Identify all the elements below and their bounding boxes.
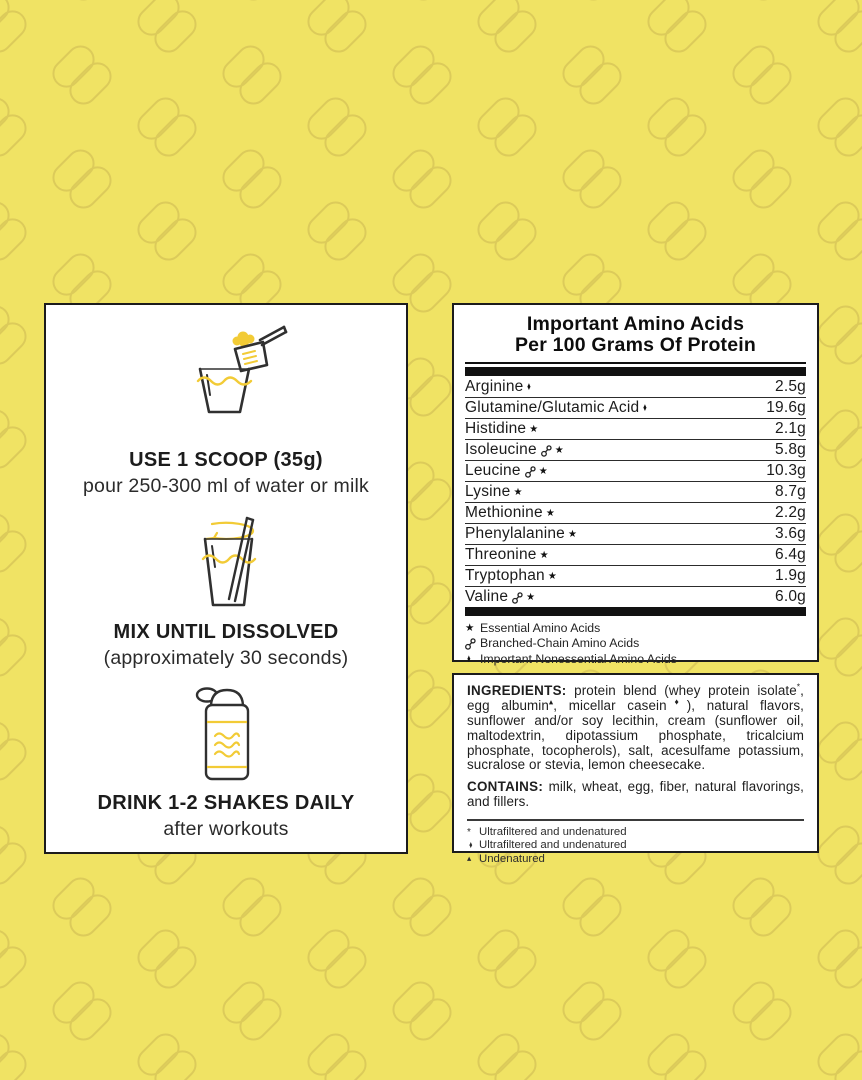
- nonessential-diamond-icon: ♦: [467, 652, 471, 665]
- amino-row: [465, 440, 806, 461]
- amino-name: [465, 462, 548, 480]
- amino-name: [465, 525, 577, 543]
- amino-name: [465, 399, 648, 417]
- amino-table-title: [465, 314, 806, 357]
- amino-name-text: Threonine: [465, 545, 537, 563]
- amino-name: [465, 483, 523, 501]
- amino-name-text: Histidine: [465, 419, 527, 437]
- amino-row: [465, 482, 806, 503]
- essential-star-icon: ★: [567, 529, 578, 541]
- amino-row: [465, 398, 806, 419]
- step-1-subtitle: pour 250-300 ml of water or milk: [82, 475, 370, 497]
- footnote-symbol-triangle: ▴: [467, 852, 472, 863]
- amino-name: [465, 546, 549, 564]
- amino-value: 2.1g: [775, 419, 806, 437]
- legend-symbol: [465, 622, 480, 635]
- legend-symbol: [465, 638, 480, 650]
- ingredients-card: [452, 673, 819, 865]
- essential-star-icon: ★: [545, 508, 555, 520]
- amino-name: [465, 378, 533, 396]
- amino-value: 10.3g: [766, 461, 806, 479]
- contains-text: milk, wheat, egg, fiber, natural flavorings, and fillers.: [467, 779, 804, 810]
- title-rule: [465, 362, 806, 364]
- legend-line: [465, 636, 806, 651]
- amino-name: [465, 441, 564, 459]
- ingredients-label: INGREDIENTS:: [467, 683, 567, 698]
- amino-name: [465, 504, 555, 522]
- shaker-bottle-icon: [46, 684, 406, 782]
- footnote-divider: [467, 819, 804, 821]
- footnote-line: [467, 826, 804, 840]
- legend-symbol: [465, 653, 480, 667]
- essential-star-icon: ★: [547, 571, 558, 583]
- amino-legend: [465, 621, 806, 667]
- amino-row: [465, 587, 806, 607]
- amino-name-text: Glutamine/Glutamic Acid: [465, 398, 640, 416]
- step-1-title: USE 1 SCOOP (35g): [129, 449, 323, 471]
- legend-label: Essential Amino Acids: [480, 620, 601, 635]
- amino-name-text: Arginine: [465, 377, 524, 395]
- amino-value: 3.6g: [775, 524, 806, 542]
- footnote-text: Ultrafiltered and undenatured: [479, 839, 627, 852]
- essential-star-icon: ★: [529, 424, 539, 436]
- amino-table-title-line2: Per 100 Grams Of Protein: [514, 334, 757, 357]
- legend-line: [465, 652, 806, 667]
- essential-star-icon: ★: [513, 487, 523, 499]
- amino-row: [465, 545, 806, 566]
- amino-value: 5.8g: [775, 440, 806, 458]
- essential-star-icon: ★: [554, 445, 564, 457]
- amino-value: 2.5g: [775, 377, 806, 395]
- scoop-pour-glass-icon: [46, 315, 406, 415]
- contains-label: CONTAINS:: [467, 779, 544, 795]
- nonessential-diamond-icon: ♦: [527, 380, 532, 393]
- step-3-title: DRINK 1-2 SHAKES DAILY: [97, 792, 355, 814]
- amino-row: [465, 524, 806, 545]
- table-bottom-bar: [465, 607, 806, 616]
- essential-star-icon: ★: [465, 622, 475, 634]
- ingredients-text: protein blend (whey protein isolate*, egg albumin▴, micellar casein♦), natural flavors, sunflower and/or soy lecithin, cream (sunflower oil, maltodextrin, dipotassium phosphate, tricalcium phosphate, tocopherols), salt, acesulfame potassium, sucralose or stevia, lemon cheesecake.: [467, 681, 804, 773]
- instructions-card: [44, 303, 408, 854]
- amino-value: 19.6g: [766, 398, 806, 416]
- footnote-symbol-star: *: [467, 826, 471, 838]
- amino-table-title-line1: Important Amino Acids: [526, 313, 745, 335]
- amino-name-text: Phenylalanine: [465, 524, 565, 542]
- essential-star-icon: ★: [526, 592, 536, 604]
- amino-name: [465, 588, 535, 606]
- contains-paragraph: [467, 780, 804, 810]
- amino-row: [465, 566, 806, 587]
- bcaa-chain-icon: [541, 445, 552, 457]
- amino-value: 2.2g: [775, 503, 806, 521]
- amino-name: [465, 567, 557, 585]
- nonessential-diamond-icon: ♦: [643, 401, 648, 414]
- legend-line: [465, 621, 806, 636]
- footnote-line: [467, 839, 804, 853]
- footnote-line: [467, 853, 804, 867]
- stir-glass-icon: [46, 515, 406, 609]
- amino-name-text: Isoleucine: [465, 440, 537, 458]
- amino-row: [465, 461, 806, 482]
- amino-value: 6.0g: [775, 587, 806, 605]
- footnote-text: Ultrafiltered and undenatured: [479, 825, 627, 838]
- amino-acids-card: [452, 303, 819, 666]
- amino-value: 1.9g: [775, 566, 806, 584]
- amino-value: 8.7g: [775, 482, 806, 500]
- amino-row: [465, 377, 806, 398]
- essential-star-icon: ★: [538, 466, 548, 478]
- essential-star-icon: ★: [539, 550, 549, 562]
- step-2-subtitle: (approximately 30 seconds): [103, 647, 349, 669]
- legend-label: Branched-Chain Amino Acids: [480, 636, 640, 651]
- bcaa-chain-icon: [465, 638, 476, 650]
- bcaa-chain-icon: [512, 592, 523, 604]
- amino-value: 6.4g: [775, 545, 806, 563]
- footnote-text: Undenatured: [479, 852, 545, 865]
- amino-table-rows: [465, 377, 806, 607]
- footnotes-list: [467, 826, 804, 867]
- amino-name: [465, 420, 538, 438]
- amino-name-text: Valine: [465, 587, 509, 605]
- amino-name-text: Leucine: [465, 461, 521, 479]
- ingredients-paragraph: [467, 681, 804, 773]
- legend-label: Important Nonessential Amino Acids: [480, 651, 677, 666]
- amino-row: [465, 419, 806, 440]
- amino-name-text: Methionine: [465, 503, 543, 521]
- amino-name-text: Lysine: [465, 482, 511, 500]
- amino-name-text: Tryptophan: [465, 566, 545, 584]
- footnote-symbol-diamond: ♦: [469, 840, 473, 852]
- step-3-subtitle: after workouts: [163, 818, 289, 840]
- bcaa-chain-icon: [525, 466, 536, 478]
- step-2-title: MIX UNTIL DISSOLVED: [113, 621, 339, 643]
- amino-row: [465, 503, 806, 524]
- table-top-bar: [465, 367, 806, 376]
